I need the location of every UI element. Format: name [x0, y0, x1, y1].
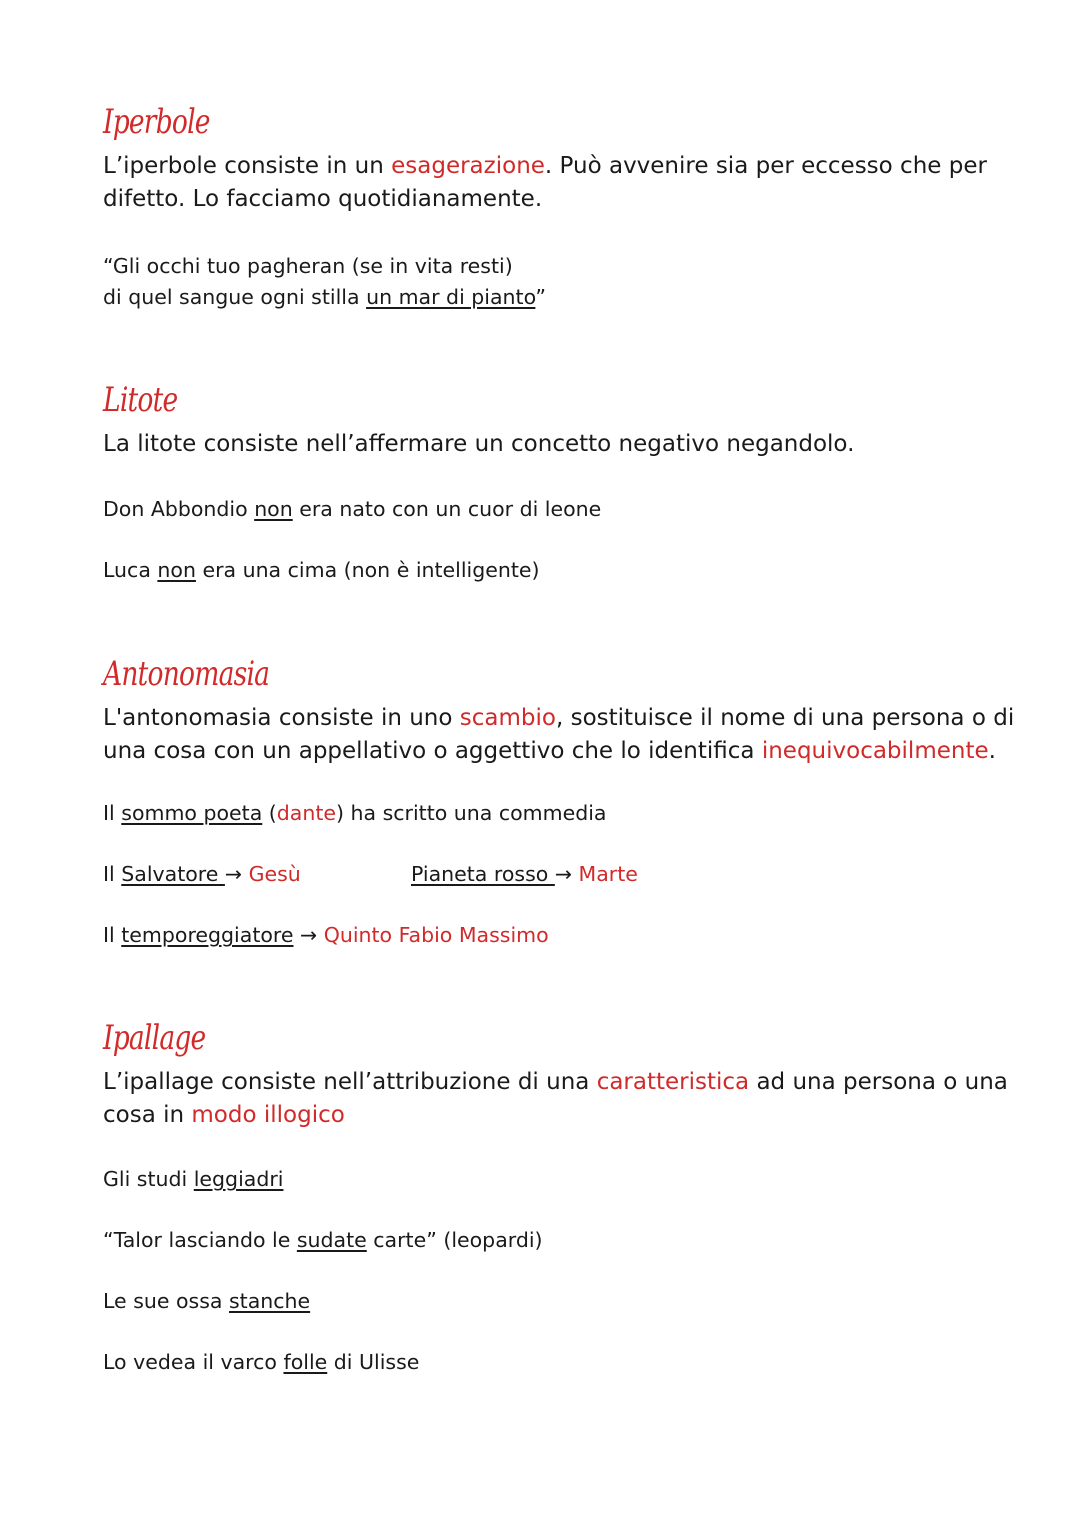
iperbole-title: Iperbole — [103, 102, 210, 142]
underlined-text: stanche — [228, 1289, 311, 1313]
antonomasia-title: Antonomasia — [103, 654, 270, 694]
litote-title: Litote — [103, 380, 178, 420]
antonomasia-example-2: Il Salvatore → Gesù — [103, 862, 301, 886]
iperbole-quote-line2: di quel sangue ogni stilla un mar di pianto” — [103, 285, 547, 309]
underlined-text: Salvatore — [121, 862, 225, 886]
antonomasia-definition-line1: L'antonomasia consiste in uno scambio, sostituisce il nome di una persona o di — [103, 705, 1015, 731]
ipallage-definition-line1: L’ipallage consiste nell’attribuzione di una caratteristica ad una persona o una — [103, 1069, 1008, 1095]
litote-example-2: Luca non era una cima (non è intelligente) — [103, 558, 540, 582]
ipallage-example-1: Gli studi leggiadri — [103, 1167, 284, 1191]
iperbole-definition-line2: difetto. Lo facciamo quotidianamente. — [103, 186, 543, 212]
underlined-text: sudate — [296, 1228, 367, 1252]
highlight-text: modo illogico — [191, 1102, 345, 1128]
arrow-icon: → — [554, 862, 573, 886]
highlight-text: Gesù — [242, 862, 301, 886]
ipallage-example-4: Lo vedea il varco folle di Ulisse — [103, 1350, 420, 1374]
underlined-text: Pianeta rosso — [411, 862, 555, 886]
arrow-icon: → — [224, 862, 243, 886]
underlined-text: folle — [283, 1350, 328, 1374]
antonomasia-definition-line2: una cosa con un appellativo o aggettivo che lo identifica inequivocabilmente. — [103, 738, 996, 764]
ipallage-example-2: “Talor lasciando le sudate carte” (leopardi) — [103, 1228, 543, 1252]
highlight-text: Quinto Fabio Massimo — [323, 923, 549, 947]
underlined-text: leggiadri — [193, 1167, 284, 1191]
highlight-text: caratteristica — [596, 1069, 750, 1095]
litote-definition: La litote consiste nell’affermare un concetto negativo negandolo. — [103, 431, 855, 457]
highlight-text: scambio — [459, 705, 556, 731]
highlight-text: inequivocabilmente — [761, 738, 989, 764]
highlight-text: dante — [276, 801, 336, 825]
iperbole-quote-line1: “Gli occhi tuo pagheran (se in vita resti) — [103, 254, 513, 278]
iperbole-definition-line1: L’iperbole consiste in un esagerazione. Può avvenire sia per eccesso che per — [103, 153, 987, 179]
underlined-text: temporeggiatore — [121, 923, 294, 947]
underlined-text: non — [157, 558, 196, 582]
antonomasia-example-3 — [411, 859, 638, 890]
arrow-icon: → — [293, 923, 324, 947]
underlined-text: sommo poeta — [121, 801, 263, 825]
highlight-text: esagerazione — [391, 153, 545, 179]
ipallage-example-3: Le sue ossa stanche — [103, 1289, 311, 1313]
antonomasia-example-1: Il sommo poeta (dante) ha scritto una commedia — [103, 801, 607, 825]
ipallage-definition-line2: cosa in modo illogico — [103, 1102, 345, 1128]
litote-example-1: Don Abbondio non era nato con un cuor di leone — [103, 497, 602, 521]
antonomasia-example-4: Il temporeggiatore → Quinto Fabio Massimo — [103, 923, 549, 947]
ipallage-title: Ipallage — [103, 1018, 206, 1058]
highlight-text: Marte — [572, 862, 638, 886]
underlined-text: non — [254, 497, 293, 521]
underlined-text: un mar di pianto — [366, 285, 536, 309]
